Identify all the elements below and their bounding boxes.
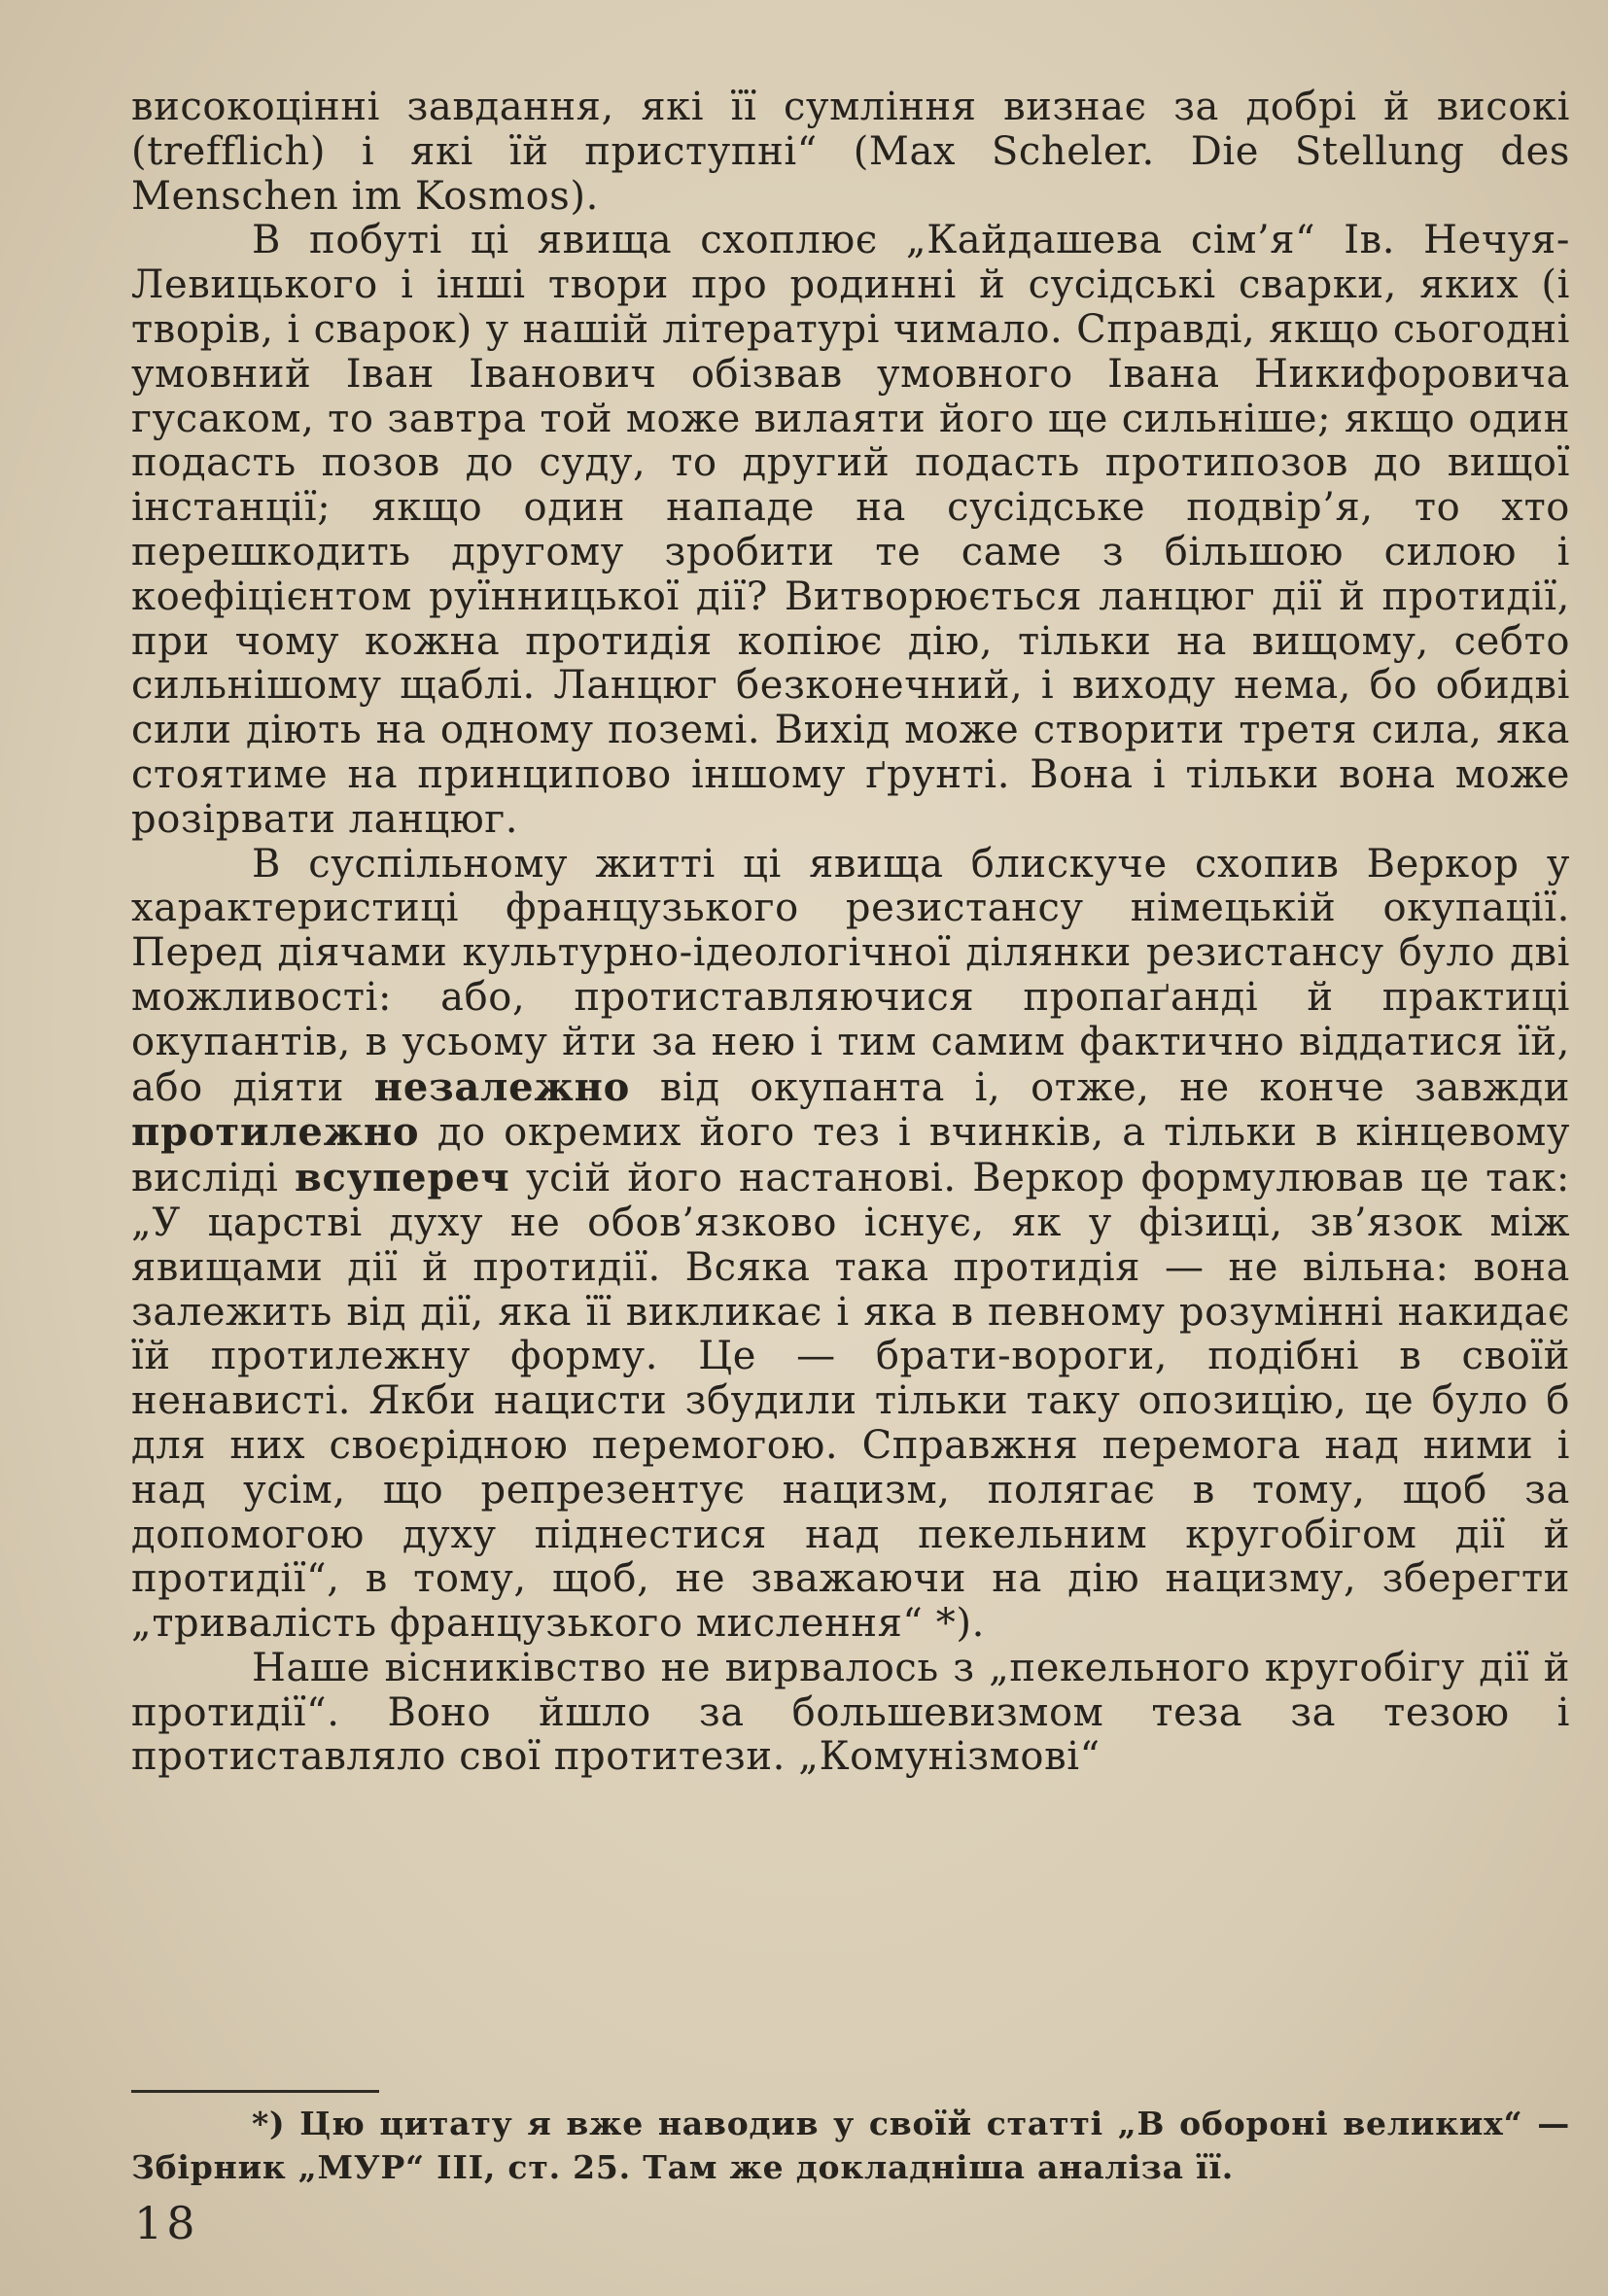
page-number: 18 bbox=[134, 2197, 199, 2249]
paragraph-3 bbox=[131, 843, 1570, 1647]
emphasis-independently: незалежно bbox=[373, 1063, 631, 1110]
paragraph-text: В побуті ці явища схоплює „Кайдашева сім’я“ Ів. Нечуя-Левицького і інші твори про родинні й сусідські сварки, яких (і творів, і сварок) у нашій літературі чимало. Справді, якщо сьогодні умовний Іван Іванович обізвав умовного Івана Никифоровича гусаком, то завтра той може вилаяти його ще сильніше; якщо один подасть позов до суду, то другий подасть протипозов до вищої інстанції; якщо один нападе на сусідське подвір’я, то хто перешкодить другому зробити те саме з більшою силою і коефіцієнтом руїнницької дії? Витворюється ланцюг дії й протидії, при чому кожна протидія копіює дію, тільки на вищому, себто сильнішому щаблі. Ланцюг безконечний, і виходу нема, бо обидві сили діють на одному поземі. Вихід може створити третя сила, яка стоятиме на принципово іншому ґрунті. Вона і тільки вона може розірвати ланцюг. bbox=[131, 218, 1570, 842]
paragraph-text: від окупанта і, отже, не конче завжди bbox=[630, 1064, 1570, 1110]
paragraph-text: високоцінні завдання, які її сумління визнає за добрі й високі (trefflich) і які їй приступні“ (Max Scheler. Die Stellung des Menschen im Kosmos). bbox=[131, 85, 1570, 219]
main-text bbox=[131, 86, 1570, 1780]
paragraph-2 bbox=[131, 219, 1570, 842]
emphasis-opposite: протилежно bbox=[131, 1109, 420, 1156]
paragraph-text: Наше вісниківство не вирвалось з „пекельного кругобігу дії й протидії“. Воно йшло за большевизмом теза за тезою і протиставляло свої протитези. „Комунізмові“ bbox=[131, 1645, 1570, 1780]
paragraph-1 bbox=[131, 86, 1570, 219]
footnote-separator bbox=[131, 2090, 379, 2093]
paragraph-text: В суспільному житті ці явища блискуче схопив Веркор у характеристиці французького резистансу німецькій окупації. Перед діячами культурно-ідеологічної ділянки резистансу було дві можливості: або, протиставляючися пропаґанді й практиці окупантів, в усьому йти за нею і тим самим фактично віддатися їй, або діяти bbox=[131, 841, 1570, 1110]
paragraph-text: до окремих його тез і вчинків, а тільки в кінцевому висліді bbox=[131, 1110, 1570, 1201]
paragraph-text: усій його настанові. Веркор формулював це так: „У царстві духу не обов’язково існує, як у фізиці, зв’язок між явищами дії й протидії. Всяка така протидія — не вільна: вона залежить від дії, яка її викликає і яка в певному розумінні накидає їй протилежну форму. Це — брати-вороги, подібні в своїй ненависті. Якби нацисти збудили тільки таку опозицію, це було б для них своєрідною перемогою. Справжня перемога над ними і над усім, що репрезентує нацизм, полягає в тому, щоб за допомогою духу піднестися над пекельним кругобігом дії й протидії“, в тому, щоб, не зважаючи на дію нацизму, зберегти „тривалість французького мислення“ *). bbox=[131, 1156, 1570, 1647]
paragraph-4 bbox=[131, 1647, 1570, 1780]
emphasis-contrary: всупереч bbox=[294, 1155, 510, 1201]
footnote: *) Цю цитату я вже наводив у своїй статті „В обороні великих“ — Збірник „МУР“ III, ст. 25. Там же докладніша аналіза її. bbox=[131, 2105, 1570, 2186]
